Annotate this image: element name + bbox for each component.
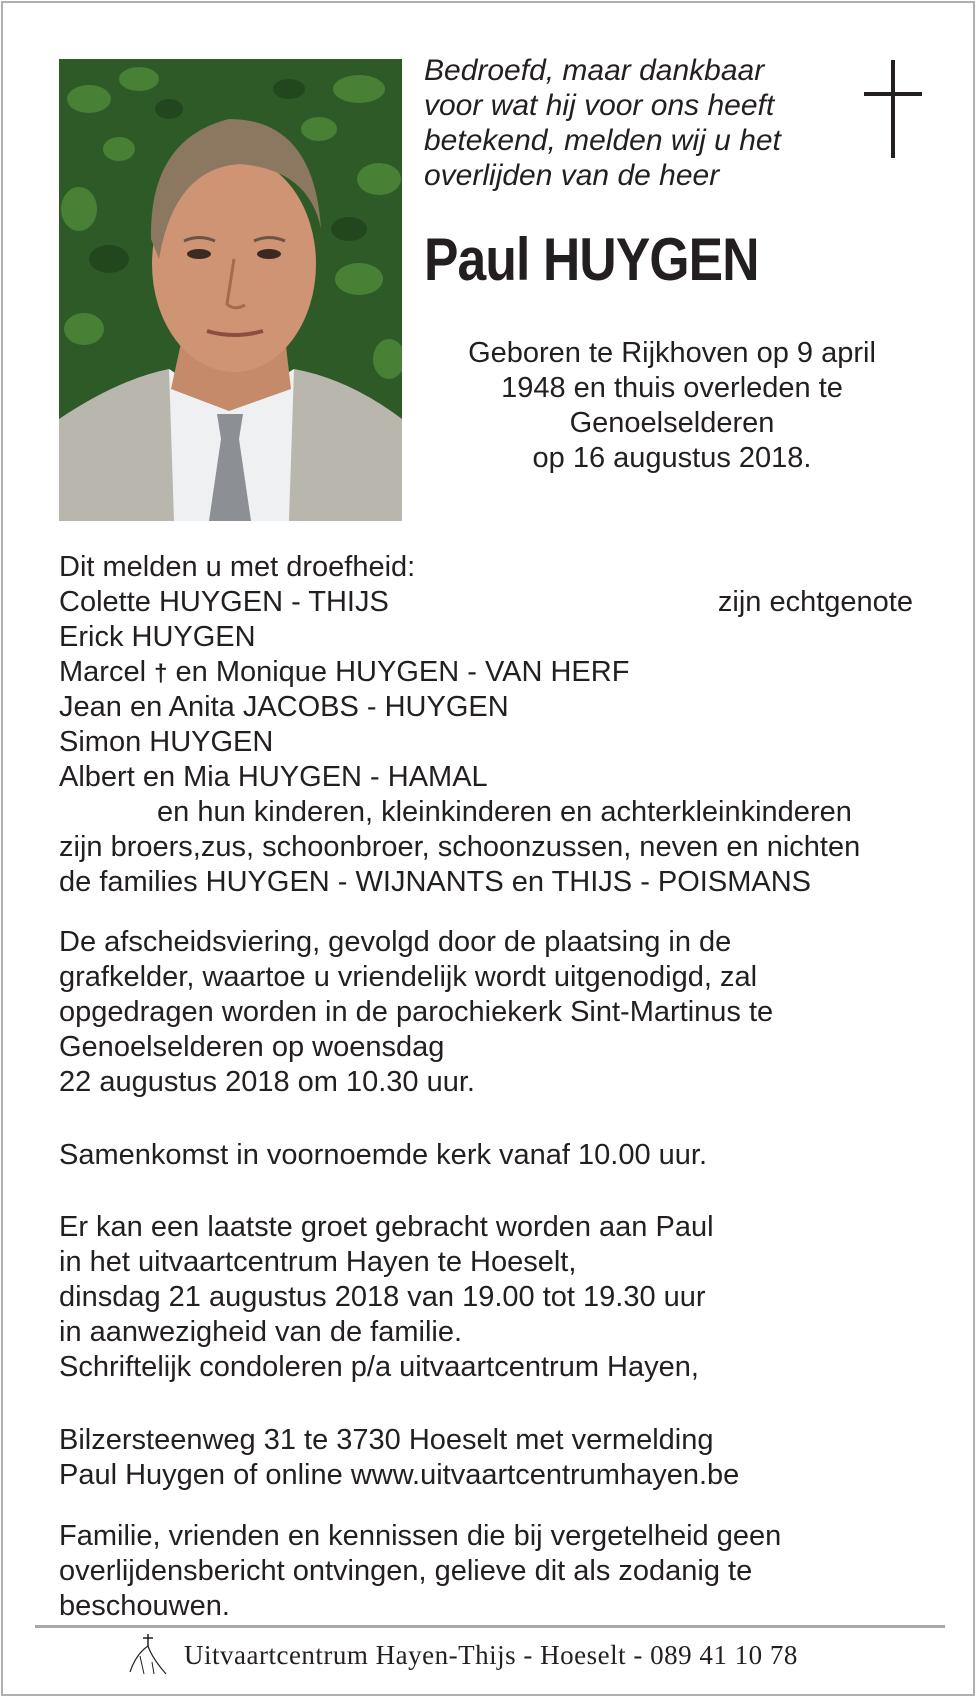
- address-line: Bilzersteenweg 31 te 3730 Hoeselt met vermelding: [59, 1424, 714, 1456]
- farewell-line: in het uitvaartcentrum Hayen te Hoeselt,: [59, 1246, 577, 1278]
- family-list: [59, 550, 929, 900]
- birth-line: 1948 en thuis overleden te: [501, 372, 843, 404]
- family-descendants: en hun kinderen, kleinkinderen en achterkleinkinderen: [157, 796, 852, 828]
- family-heading: Dit melden u met droefheid:: [59, 551, 416, 583]
- spouse-relation: zijn echtgenote: [717, 586, 913, 618]
- birth-line: op 16 augustus 2018.: [532, 442, 812, 474]
- family-member: Albert en Mia HUYGEN - HAMAL: [59, 761, 488, 793]
- ceremony-line: 22 augustus 2018 om 10.30 uur.: [59, 1066, 475, 1098]
- family-siblings: zijn broers,zus, schoonbroer, schoonzussen, neven en nichten: [59, 831, 861, 863]
- intro-line: voor wat hij voor ons heeft: [424, 89, 775, 122]
- portrait-photo: [59, 59, 402, 521]
- farewell-line: Schriftelijk condoleren p/a uitvaartcentrum Hayen,: [59, 1351, 699, 1383]
- birth-line: Geboren te Rijkhoven op 9 april: [468, 337, 876, 369]
- notice-paragraph: [59, 1519, 929, 1624]
- notice-line: Familie, vrienden en kennissen die bij vergetelheid geen: [59, 1520, 782, 1552]
- family-row-spouse: [59, 585, 929, 620]
- birth-death-details: [430, 336, 914, 476]
- intro-line: betekend, melden wij u het: [424, 124, 781, 157]
- intro-text: [424, 53, 824, 193]
- ceremony-line: opgedragen worden in de parochiekerk Sint-Martinus te: [59, 996, 774, 1028]
- funeral-home-logo-icon: [126, 1632, 170, 1676]
- farewell-line: dinsdag 21 augustus 2018 van 19.00 tot 19.30 uur: [59, 1281, 706, 1313]
- ceremony-line: De afscheidsviering, gevolgd door de plaatsing in de: [59, 926, 732, 958]
- family-member: Jean en Anita JACOBS - HUYGEN: [59, 691, 509, 723]
- footer-divider: [35, 1625, 945, 1628]
- birth-line: Genoelselderen: [569, 407, 775, 439]
- footer-text: Uitvaartcentrum Hayen-Thijs - Hoeselt - 089 41 10 78: [184, 1640, 798, 1670]
- family-member-name: Marcel: [59, 656, 147, 688]
- spouse-name: Colette HUYGEN - THIJS: [59, 586, 389, 618]
- address-line: Paul Huygen of online www.uitvaartcentrumhayen.be: [59, 1459, 740, 1491]
- gathering-paragraph: [59, 1138, 929, 1173]
- farewell-paragraph: [59, 1210, 929, 1385]
- intro-line: overlijden van de heer: [424, 159, 720, 192]
- family-member-name: en Monique HUYGEN - VAN HERF: [175, 656, 630, 688]
- deceased-name: Paul HUYGEN: [424, 226, 759, 293]
- ceremony-line: grafkelder, waartoe u vriendelijk wordt uitgenodigd, zal: [59, 961, 758, 993]
- farewell-line: in aanwezigheid van de familie.: [59, 1316, 463, 1348]
- farewell-line: Er kan een laatste groet gebracht worden aan Paul: [59, 1211, 714, 1243]
- family-families: de families HUYGEN - WIJNANTS en THIJS - POISMANS: [59, 866, 811, 898]
- cross-icon: [864, 60, 922, 160]
- gathering-line: Samenkomst in voornoemde kerk vanaf 10.00 uur.: [59, 1139, 708, 1171]
- family-member: [59, 655, 929, 690]
- intro-line: Bedroefd, maar dankbaar: [424, 54, 765, 87]
- ceremony-paragraph: [59, 925, 929, 1100]
- notice-line: overlijdensbericht ontvingen, gelieve dit als zodanig te: [59, 1555, 753, 1587]
- family-member: Erick HUYGEN: [59, 621, 256, 653]
- footer: [122, 1630, 882, 1678]
- ceremony-line: Genoelselderen op woensdag: [59, 1031, 445, 1063]
- notice-line: beschouwen.: [59, 1590, 230, 1622]
- deceased-dagger-icon: †: [154, 660, 168, 687]
- family-member: Simon HUYGEN: [59, 726, 274, 758]
- address-paragraph: [59, 1423, 929, 1493]
